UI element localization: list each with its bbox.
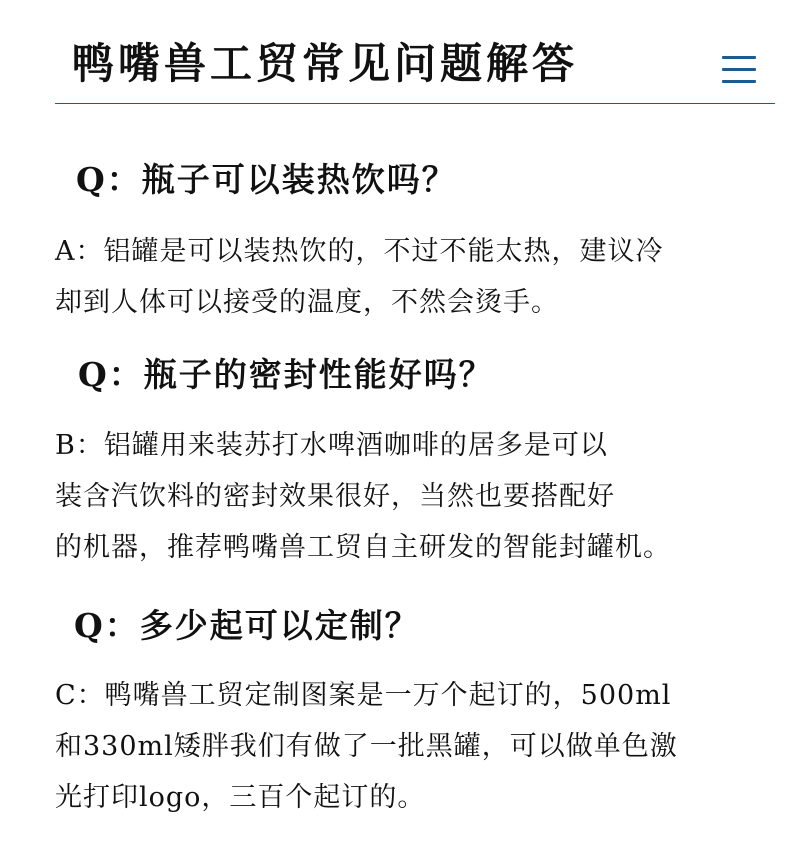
answer-line: A：铝罐是可以装热饮的，不过不能太热，建议冷 bbox=[55, 236, 664, 267]
menu-bar bbox=[722, 56, 756, 59]
faq-question-2: Q：瓶子的密封性能好吗？ bbox=[78, 355, 494, 394]
faq-question-3: Q：多少起可以定制？ bbox=[74, 606, 420, 645]
faq-answer-1 bbox=[55, 226, 755, 328]
menu-bar bbox=[722, 80, 756, 83]
menu-bar bbox=[722, 68, 756, 71]
answer-line: 和330ml矮胖我们有做了一批黑罐，可以做单色激 bbox=[55, 731, 678, 762]
answer-line: 的机器，推荐鸭嘴兽工贸自主研发的智能封罐机。 bbox=[55, 532, 671, 563]
answer-line: C：鸭嘴兽工贸定制图案是一万个起订的，500ml bbox=[55, 680, 672, 711]
page-title: 鸭嘴兽工贸常见问题解答 bbox=[72, 39, 579, 88]
answer-line: 却到人体可以接受的温度，不然会烫手。 bbox=[55, 287, 559, 318]
answer-line: B：铝罐用来装苏打水啤酒咖啡的居多是可以 bbox=[55, 430, 608, 461]
answer-line: 光打印logo，三百个起订的。 bbox=[55, 782, 426, 813]
page-header bbox=[0, 0, 790, 106]
faq-question-1: Q：瓶子可以装热饮吗？ bbox=[76, 160, 457, 199]
hamburger-menu-icon[interactable] bbox=[722, 54, 756, 84]
answer-line: 装含汽饮料的密封效果很好，当然也要搭配好 bbox=[55, 481, 615, 512]
header-divider bbox=[55, 103, 775, 104]
faq-answer-2 bbox=[55, 420, 755, 573]
faq-answer-3 bbox=[55, 670, 755, 823]
